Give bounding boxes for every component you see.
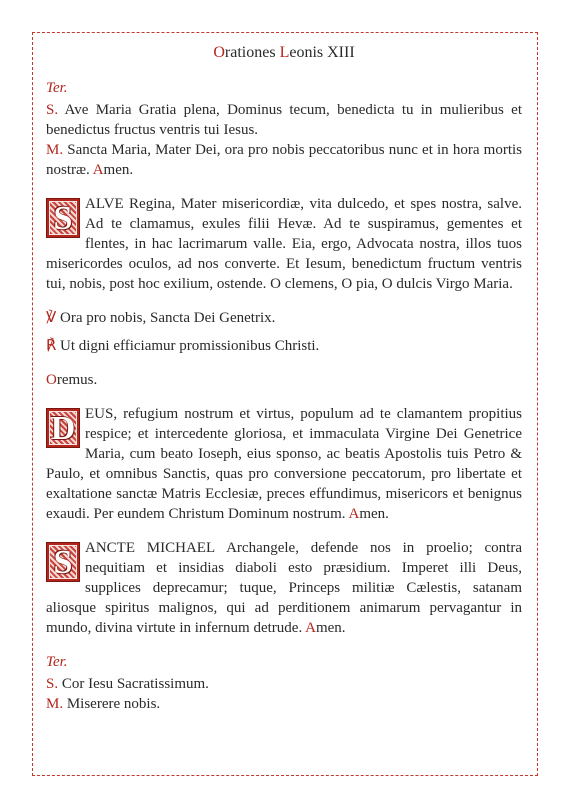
- versicle: ℣ Ora pro nobis, Sancta Dei Genetrix.: [46, 310, 276, 326]
- page-title: Orationes Leonis XIII: [213, 44, 355, 61]
- sancte-michael-text: ANCTE MICHAEL Archangele, defende nos in proelio; contra nequitiam et insidias diaboli esto præsidium. Imperet illi Deus, supplices deprecamur; tuque, Princeps militiæ Cælestis, satanam aliosque spiritus malignos, qui ad perditionem animarum pervagantur in mundo, divina virtute in infernum detrude. Amen.: [46, 540, 523, 636]
- sancte-michael: [46, 538, 522, 638]
- response: ℟ Ut digni efficiamur promissionibus Christi.: [46, 338, 320, 354]
- dropcap-d-icon: D: [46, 408, 80, 448]
- deus-refugium: [46, 404, 522, 524]
- cor-iesu-sacerdos: S. Cor Iesu Sacratissimum.: [46, 676, 209, 692]
- salve-regina-text: ALVE Regina, Mater misericordiæ, vita dulcedo, et spes nostra, salve. Ad te clamamus, exules filii Hevæ. Ad te suspiramus, gementes et flentes, in hac lacrimarum valle. Eia, ergo, Advocata nostra, illos tuos misericordes oculos, ad nos converte. Et Iesum, benedictum fructum ventris tui, nobis, post hoc exilium, ostende. O clemens, O pia, O dulcis Virgo Maria.: [46, 196, 522, 292]
- deus-refugium-text: EUS, refugium nostrum et virtus, populum ad te clamantem propitius respice; et intercedente gloriosa, et immaculata Virgine Dei Genetrice Maria, cum beato Ioseph, eius sponso, ac beatis Apostolis tuis Petro & Paulo, et omnibus Sanctis, quas pro conversione peccatorum, pro libertate et exaltatione sanctæ Matris Ecclesiæ, preces effundimus, misericors et benignus exaudi. Per eundem Christum Dominum nostrum. Amen.: [46, 406, 522, 522]
- cor-iesu-populus: M. Miserere nobis.: [46, 696, 161, 712]
- prayer-page: [46, 44, 522, 714]
- salve-regina: [46, 194, 522, 294]
- oremus-heading: Oremus.: [46, 372, 98, 388]
- dropcap-s2-icon: S: [46, 542, 80, 582]
- ave-maria-sacerdos: S. Ave Maria Gratia plena, Dominus tecum, benedicta tu in mulieribus et benedictus fructus ventris tui Iesus.: [46, 102, 522, 138]
- ter-label-closing: Ter.: [46, 654, 68, 670]
- ave-maria-populus: M. Sancta Maria, Mater Dei, ora pro nobis peccatoribus nunc et in hora mortis nostræ. Amen.: [46, 142, 522, 178]
- ter-label: Ter.: [46, 80, 68, 96]
- dropcap-s-icon: S: [46, 198, 80, 238]
